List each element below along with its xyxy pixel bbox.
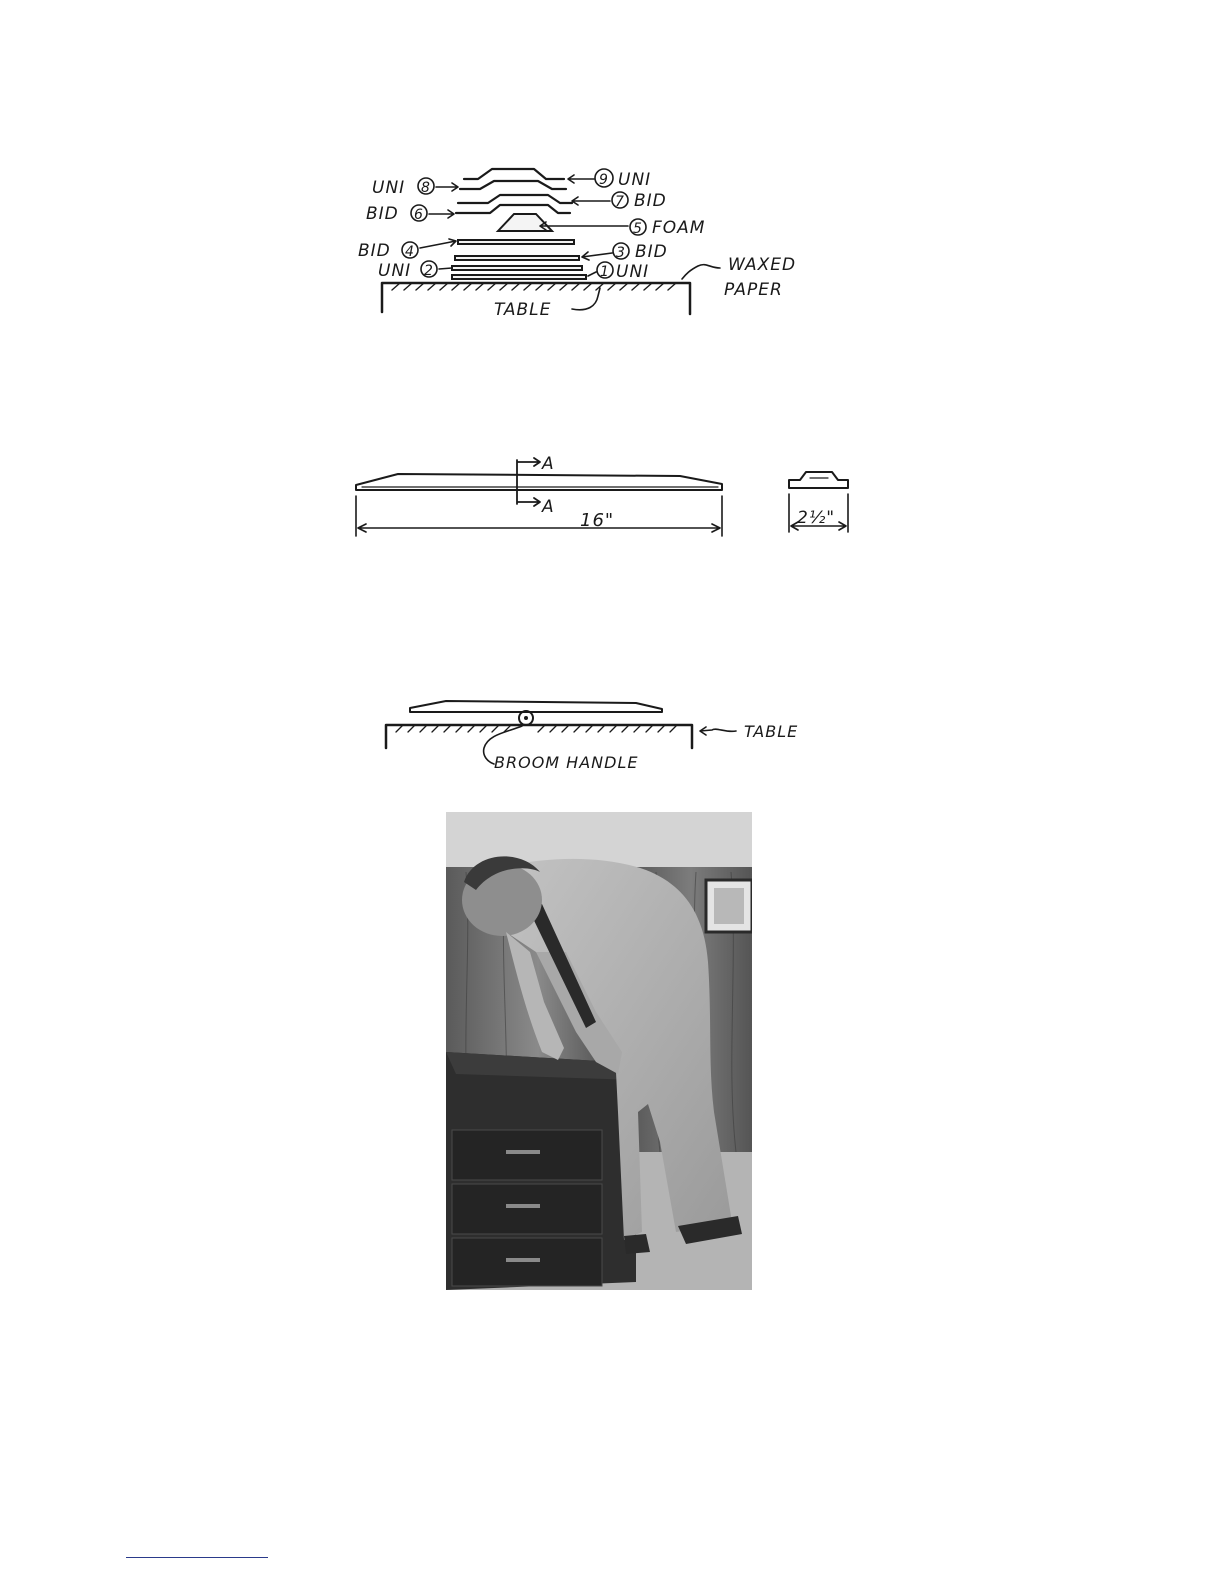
svg-text:BID: BID: [358, 241, 391, 261]
photo-illustration: [446, 812, 752, 1290]
svg-text:9: 9: [599, 172, 609, 188]
man-bending-spar-photo: [446, 812, 752, 1290]
svg-text:UNI: UNI: [378, 261, 412, 281]
svg-text:PAPER: PAPER: [724, 280, 783, 300]
svg-text:A: A: [542, 497, 555, 517]
svg-text:3: 3: [616, 245, 626, 261]
svg-text:2½": 2½": [797, 508, 836, 528]
svg-text:BID: BID: [634, 191, 667, 211]
svg-text:UNI: UNI: [618, 170, 652, 190]
svg-text:4: 4: [405, 244, 415, 260]
svg-text:6: 6: [414, 207, 424, 223]
svg-text:UNI: UNI: [372, 178, 406, 198]
broom-handle-label: [484, 726, 639, 772]
bending-diagram: [0, 0, 1224, 780]
svg-text:BID: BID: [366, 204, 399, 224]
svg-text:A: A: [542, 454, 555, 474]
svg-text:16": 16": [580, 510, 615, 531]
svg-text:1: 1: [600, 264, 610, 280]
svg-text:7: 7: [615, 194, 625, 210]
svg-text:BROOM HANDLE: BROOM HANDLE: [494, 753, 639, 772]
svg-text:2: 2: [424, 263, 434, 279]
svg-text:WAXED: WAXED: [728, 255, 797, 275]
bending-table: [386, 725, 692, 748]
svg-text:5: 5: [633, 221, 643, 237]
svg-text:BID: BID: [635, 242, 668, 262]
svg-text:TABLE: TABLE: [744, 722, 799, 741]
svg-text:TABLE: TABLE: [494, 300, 552, 320]
spar-on-broom: [410, 701, 662, 712]
svg-text:UNI: UNI: [616, 262, 650, 282]
bending-table-label: [700, 722, 798, 741]
footnote-rule: [126, 1557, 268, 1558]
svg-text:8: 8: [421, 180, 431, 196]
broom-handle-icon: [519, 711, 533, 725]
svg-text:FOAM: FOAM: [652, 218, 706, 238]
